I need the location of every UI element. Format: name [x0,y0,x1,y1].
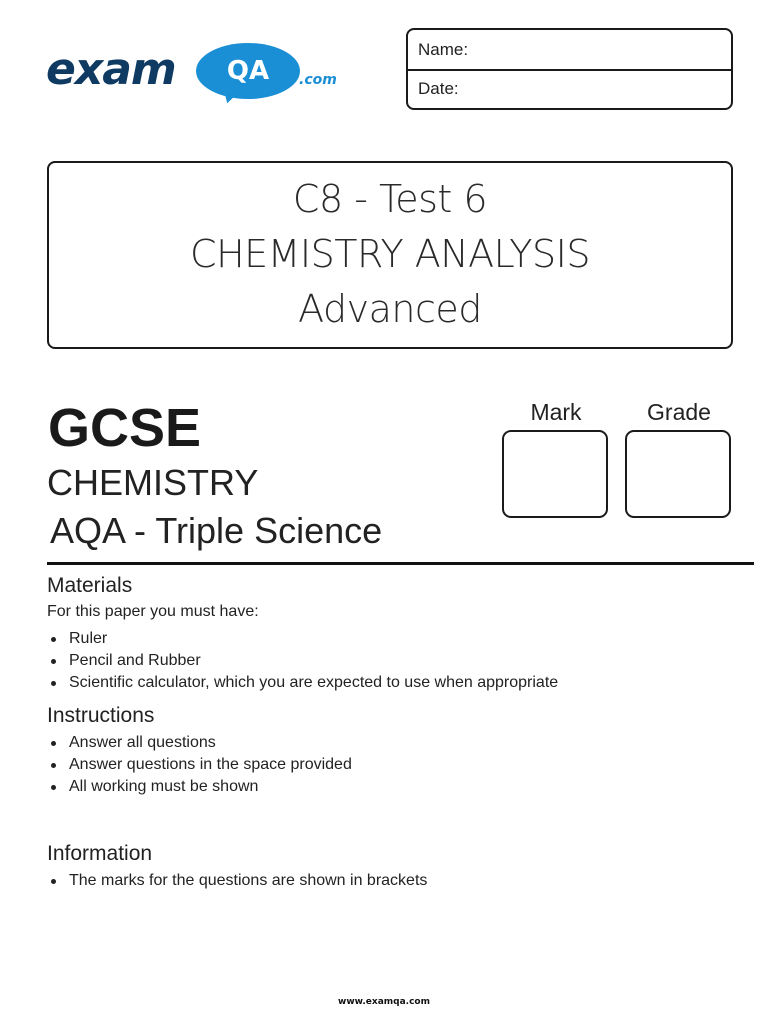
list-item [47,870,427,892]
mark-box[interactable] [502,430,608,518]
bullet-icon [51,879,56,884]
date-label: Date: [418,79,459,98]
bullet-icon [51,763,56,768]
instructions-heading: Instructions [47,704,155,727]
bullet-icon [51,659,56,664]
list-item-text: The marks for the questions are shown in brackets [69,872,428,889]
test-level: Advanced [298,287,482,331]
information-list [47,870,427,892]
materials-heading: Materials [47,574,133,597]
test-number: C8 - Test 6 [292,177,488,221]
title-box [47,161,733,349]
logo-suffix: .com [299,72,337,88]
section-divider [47,562,754,565]
name-field[interactable] [408,30,731,71]
list-item-text: Ruler [69,630,108,647]
list-item-text: Pencil and Rubber [69,652,201,669]
name-label: Name: [418,40,469,59]
list-item-text: Scientific calculator, which you are expected to use when appropriate [69,674,559,691]
materials-intro: For this paper you must have: [47,603,259,620]
exam-board: AQA - Triple Science [50,510,383,551]
bullet-icon [51,681,56,686]
instructions-list [47,732,352,798]
qualification-title: GCSE [48,398,202,458]
grade-box[interactable] [625,430,731,518]
footer-url: www.examqa.com [338,997,430,1007]
grade-label: Grade [647,399,711,425]
list-item [47,754,352,776]
subject-title: CHEMISTRY [47,462,259,503]
bullet-icon [51,741,56,746]
test-topic: CHEMISTRY ANALYSIS [190,232,590,276]
mark-label: Mark [530,399,582,425]
name-date-box [406,28,733,110]
list-item-text: Answer all questions [69,734,216,751]
logo-bubble-text: QA [226,56,270,86]
information-heading: Information [47,842,153,865]
list-item [47,776,352,798]
examqa-logo [46,40,337,104]
logo-word: exam [46,44,176,95]
list-item [47,650,558,672]
list-item [47,732,352,754]
list-item-text: Answer questions in the space provided [69,756,352,773]
materials-list [47,628,558,694]
bullet-icon [51,785,56,790]
date-field[interactable] [408,69,731,108]
list-item [47,672,558,694]
list-item-text: All working must be shown [69,778,259,795]
list-item [47,628,558,650]
bullet-icon [51,637,56,642]
